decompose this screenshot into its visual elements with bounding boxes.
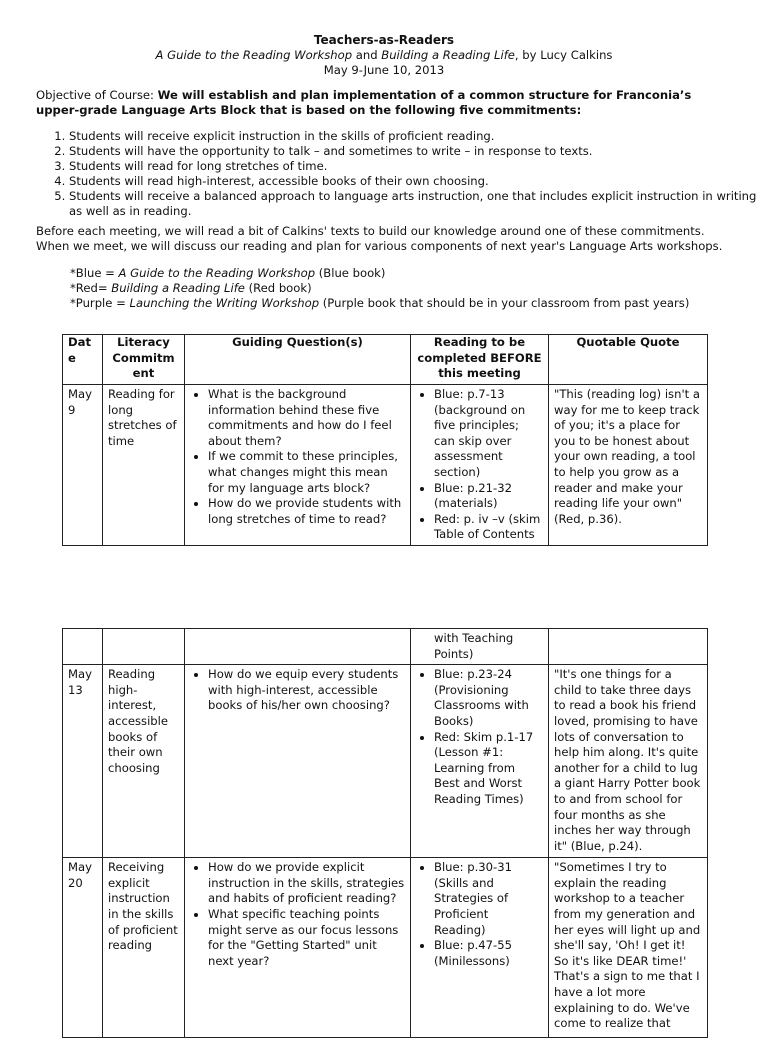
- document-header: [0, 33, 768, 78]
- book-key-suffix: (Blue book): [315, 266, 386, 280]
- row-questions: [185, 665, 411, 858]
- book-key-prefix: *Red=: [70, 281, 112, 295]
- book-key-purple: [70, 296, 750, 311]
- table-row-continuation: [63, 629, 708, 665]
- book-key-suffix: (Red book): [244, 281, 312, 295]
- book-key-title: A Guide to the Reading Workshop: [118, 266, 316, 280]
- row-date: May 20: [63, 858, 103, 1038]
- row-commitment: Receiving explicit instruction in the skills of proficient reading: [103, 858, 185, 1038]
- header-quote: Quotable Quote: [549, 335, 708, 385]
- objective-label: Objective of Course:: [36, 88, 158, 102]
- table-header-row: [63, 335, 708, 385]
- commitments-list: [36, 129, 768, 219]
- cont-questions: [185, 629, 411, 665]
- row-quote: "It's one things for a child to take three days to read a book his friend loved, promising to have lots of conversation to help him along. It's quite another for a child to lug a giant Harry Potter book to and from school for four months as she inches her way through it" (Blue, p.24).: [549, 665, 708, 858]
- book-key-prefix: *Blue =: [70, 266, 119, 280]
- reading-item: • Red: p. iv –v (skim Table of Contents: [434, 512, 543, 543]
- question-item: • What specific teaching points might serve as our focus lessons for the "Getting Started" unit next year?: [208, 907, 405, 969]
- reading-item: • Blue: p.23-24 (Provisioning Classrooms with Books): [434, 667, 543, 729]
- header-date: Dat e: [63, 335, 103, 385]
- table-row: [63, 858, 708, 1038]
- subtitle-author: , by Lucy Calkins: [514, 48, 613, 62]
- table-row: [63, 665, 708, 858]
- row-commitment: Reading for long stretches of time: [103, 385, 185, 546]
- reading-item: • Blue: p.30-31 (Skills and Strategies of Proficient Reading): [434, 860, 543, 938]
- row-questions: [185, 858, 411, 1038]
- commitment-item: 2. Students will have the opportunity to talk – and sometimes to write – in response to texts.: [69, 144, 768, 159]
- book-title-guide: A Guide to the Reading Workshop: [155, 48, 353, 62]
- reading-item: • Blue: p.21-32 (materials): [434, 481, 543, 512]
- cont-reading: [411, 629, 549, 665]
- commitment-item: 4. Students will read high-interest, accessible books of their own choosing.: [69, 174, 768, 189]
- question-item: • How do we equip every students with high-interest, accessible books of his/her own choosing?: [208, 667, 405, 714]
- book-key-red: [70, 281, 750, 296]
- cont-commitment: [103, 629, 185, 665]
- cont-date: [63, 629, 103, 665]
- document-subtitle: [0, 48, 768, 63]
- book-key-title: Launching the Writing Workshop: [129, 296, 320, 310]
- question-item: • If we commit to these principles, what changes might this mean for my language arts block?: [208, 449, 405, 496]
- row-reading: [411, 858, 549, 1038]
- table-row: [63, 385, 708, 546]
- book-key-list: [70, 266, 750, 311]
- schedule-table-continued: [62, 628, 708, 1038]
- book-key-prefix: *Purple =: [70, 296, 130, 310]
- cont-quote: [549, 629, 708, 665]
- row-date: May 13: [63, 665, 103, 858]
- question-item: • What is the background information behind these five commitments and how do I feel about them?: [208, 387, 405, 449]
- header-questions: Guiding Question(s): [185, 335, 411, 385]
- intro-paragraph: Before each meeting, we will read a bit of Calkins' texts to build our knowledge around one of these commitments. When we meet, we will discuss our reading and plan for various components of next year's Language Arts workshops.: [36, 224, 723, 253]
- reading-item: • Blue: p.7-13 (background on five principles; can skip over assessment section): [434, 387, 543, 481]
- reading-item: • Red: Skim p.1-17 (Lesson #1: Learning from Best and Worst Reading Times): [434, 730, 543, 808]
- book-title-building: Building a Reading Life: [381, 48, 515, 62]
- document-title: Teachers-as-Readers: [313, 33, 455, 47]
- commitment-item: 5. Students will receive a balanced approach to language arts instruction, one that includes explicit instruction in writing as well as in reading.: [69, 189, 768, 219]
- commitment-item: 3. Students will read for long stretches of time.: [69, 159, 768, 174]
- reading-item: • Blue: p.47-55 (Minilessons): [434, 938, 543, 969]
- book-key-title: Building a Reading Life: [111, 281, 245, 295]
- document-dates: May 9-June 10, 2013: [323, 63, 445, 77]
- header-commitment: Literacy Commitm ent: [103, 335, 185, 385]
- row-commitment: Reading high-interest, accessible books of their own choosing: [103, 665, 185, 858]
- row-reading: [411, 665, 549, 858]
- objective-text: We will establish and plan implementation of a common structure for Franconia’s upper-grade Language Arts Block that is based on the following five commitments:: [36, 88, 692, 117]
- objective: [36, 88, 736, 118]
- question-item: • How do we provide students with long stretches of time to read?: [208, 496, 405, 527]
- header-reading: Reading to be completed BEFORE this meeting: [411, 335, 549, 385]
- book-key-blue: [70, 266, 750, 281]
- continuation-text: with Teaching Points): [434, 631, 514, 661]
- row-date: May 9: [63, 385, 103, 546]
- row-quote: "This (reading log) isn't a way for me to keep track of you; it's a place for you to be honest about your own reading, a tool to help you grow as a reader and make your reading life your own" (Red, p.36).: [549, 385, 708, 546]
- commitment-item: 1. Students will receive explicit instruction in the skills of proficient reading.: [69, 129, 768, 144]
- subtitle-and: and: [352, 48, 382, 62]
- row-quote: "Sometimes I try to explain the reading workshop to a teacher from my generation and her eyes will light up and she'll say, 'Oh! I get it! So it's like DEAR time!' That's a sign to me that I have a lot more explaining to do. We've come to realize that: [549, 858, 708, 1038]
- row-questions: [185, 385, 411, 546]
- schedule-table: [62, 334, 708, 546]
- row-reading: [411, 385, 549, 546]
- question-item: • How do we provide explicit instruction in the skills, strategies and habits of proficient reading?: [208, 860, 405, 907]
- book-key-suffix: (Purple book that should be in your classroom from past years): [319, 296, 690, 310]
